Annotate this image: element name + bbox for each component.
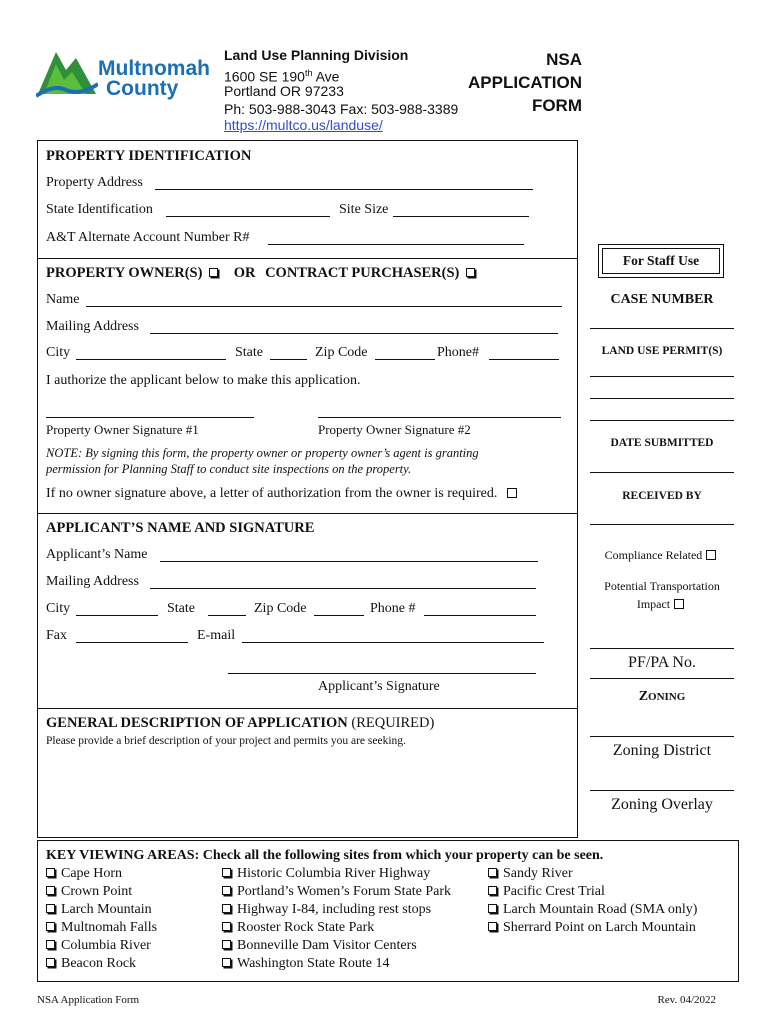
owner-heading-purchaser: CONTRACT PURCHASER(S) — [265, 265, 460, 281]
applicant-name-field[interactable] — [160, 561, 538, 562]
property-address-field[interactable] — [155, 189, 533, 190]
pfpa-field[interactable] — [590, 648, 734, 649]
applicant-zip-field[interactable] — [314, 615, 364, 616]
kva-label: Sandy River — [503, 866, 573, 881]
owner-signature-2-field[interactable] — [318, 417, 561, 418]
land-use-permit-label: LAND USE PERMIT(S) — [601, 345, 723, 357]
divider-owner-applicant — [37, 513, 578, 514]
owner-name-label: Name — [46, 292, 80, 307]
logo-text-county: County — [106, 77, 179, 100]
no-signature-label: If no owner signature above, a letter of authorization from the owner is required. — [46, 486, 498, 501]
kva-item-larch-mountain[interactable] — [46, 902, 152, 918]
compliance-checkbox[interactable] — [706, 550, 716, 560]
kva-checkbox[interactable] — [488, 886, 497, 895]
owner-heading-owner: PROPERTY OWNER(S) — [46, 265, 203, 281]
kva-item-bonneville-dam[interactable] — [222, 938, 417, 954]
owner-signature-2-label: Property Owner Signature #2 — [318, 422, 471, 437]
purchaser-checkbox[interactable] — [466, 268, 475, 277]
kva-label: Pacific Crest Trial — [503, 884, 605, 899]
applicant-fax-field[interactable] — [76, 642, 188, 643]
owner-name-field[interactable] — [86, 306, 562, 307]
applicant-email-label: E-mail — [197, 628, 236, 643]
kva-item-sandy-river[interactable] — [488, 866, 573, 882]
owner-heading-or: OR — [233, 265, 256, 281]
land-use-permit-field-2[interactable] — [590, 398, 734, 399]
owner-city-field[interactable] — [76, 359, 226, 360]
transportation-checkbox[interactable] — [674, 599, 684, 609]
kva-checkbox[interactable] — [222, 904, 231, 913]
form-title-application: APPLICATION — [468, 73, 582, 92]
owner-note-line2: permission for Planning Staff to conduct site inspections on the property. — [46, 462, 412, 476]
kva-item-crown-point[interactable] — [46, 884, 132, 900]
staff-use-title: For Staff Use — [622, 253, 700, 268]
received-by-label: RECEIVED BY — [622, 490, 702, 502]
kva-label: Historic Columbia River Highway — [237, 866, 431, 881]
kva-item-rooster-rock[interactable] — [222, 920, 374, 936]
zoning-label-rest: ONING — [648, 691, 686, 703]
logo-text-multnomah: Multnomah — [98, 57, 210, 80]
authorization-letter-checkbox[interactable] — [507, 488, 517, 498]
kva-checkbox[interactable] — [46, 904, 55, 913]
office-address-line2: Portland OR 97233 — [224, 83, 344, 99]
state-id-field[interactable] — [166, 216, 330, 217]
applicant-email-field[interactable] — [242, 642, 544, 643]
kva-label: Sherrard Point on Larch Mountain — [503, 920, 696, 935]
kva-label: Multnomah Falls — [61, 920, 158, 935]
description-required: (REQUIRED) — [351, 715, 435, 731]
kva-checkbox[interactable] — [222, 940, 231, 949]
transportation-label-1: Potential Transportation — [604, 579, 720, 593]
form-title-nsa: NSA — [546, 50, 582, 69]
kva-label: Cape Horn — [61, 866, 123, 881]
applicant-fax-label: Fax — [46, 628, 67, 643]
address-ave: Ave — [312, 68, 340, 85]
kva-item-womens-forum[interactable] — [222, 884, 451, 900]
kva-checkbox[interactable] — [46, 940, 55, 949]
owner-note-line1: NOTE: By signing this form, the property owner or property owner’s agent is granting — [46, 446, 479, 460]
kva-label: Washington State Route 14 — [237, 956, 390, 971]
applicant-state-label: State — [167, 601, 195, 616]
owner-checkbox[interactable] — [209, 268, 218, 277]
site-size-field[interactable] — [393, 216, 529, 217]
footer-revision: Rev. 04/2022 — [657, 994, 716, 1006]
kva-checkbox[interactable] — [488, 922, 497, 931]
mountain-logo-icon — [36, 46, 98, 98]
owner-phone-label: Phone# — [437, 345, 479, 360]
zoning-divider — [590, 678, 734, 679]
site-size-label: Site Size — [339, 202, 389, 217]
owner-mailing-field[interactable] — [150, 333, 558, 334]
applicant-mailing-label: Mailing Address — [46, 574, 139, 589]
description-hint: Please provide a brief description of your project and permits you are seeking. — [46, 735, 406, 747]
kva-label: Crown Point — [61, 884, 133, 899]
account-number-label: A&T Alternate Account Number R# — [46, 230, 250, 245]
pfpa-label: PF/PA No. — [628, 654, 696, 671]
applicant-signature-field[interactable] — [228, 673, 536, 674]
applicant-city-field[interactable] — [76, 615, 158, 616]
applicant-mailing-field[interactable] — [150, 588, 536, 589]
office-address-line1 — [224, 65, 339, 85]
applicant-name-label: Applicant’s Name — [46, 547, 148, 562]
date-submitted-field[interactable] — [590, 472, 734, 473]
applicant-phone-field[interactable] — [424, 615, 536, 616]
description-heading — [46, 715, 434, 731]
address-street: 1600 SE 190 — [224, 68, 305, 85]
owner-signature-1-label: Property Owner Signature #1 — [46, 422, 199, 437]
divider-property-owner — [37, 258, 578, 259]
kva-label: Portland’s Women’s Forum State Park — [237, 884, 452, 899]
kva-checkbox[interactable] — [222, 958, 231, 967]
kva-item-multnomah-falls[interactable] — [46, 920, 157, 936]
owner-state-field[interactable] — [270, 359, 307, 360]
property-address-label: Property Address — [46, 175, 143, 190]
applicant-phone-label: Phone # — [370, 601, 416, 616]
division-name: Land Use Planning Division — [224, 47, 409, 63]
kva-checkbox[interactable] — [488, 868, 497, 877]
county-logo — [36, 44, 218, 104]
no-signature-text — [46, 486, 520, 502]
zoning-district-label: Zoning District — [612, 742, 712, 759]
date-submitted-label: DATE SUBMITTED — [610, 437, 714, 449]
form-title-form: FORM — [531, 96, 582, 115]
owner-state-label: State — [235, 345, 263, 360]
zoning-label — [590, 687, 734, 705]
landuse-link[interactable]: https://multco.us/landuse/ — [224, 117, 383, 133]
kva-checkbox[interactable] — [46, 886, 55, 895]
zoning-overlay-label: Zoning Overlay — [611, 796, 713, 813]
kva-item-historic-highway[interactable] — [222, 866, 430, 882]
kva-item-cape-horn[interactable] — [46, 866, 122, 882]
kva-item-larch-mountain-road[interactable] — [488, 902, 697, 918]
kva-label: Beacon Rock — [61, 956, 137, 971]
owner-heading — [46, 265, 481, 281]
kva-label: Columbia River — [61, 938, 151, 953]
description-heading-text: GENERAL DESCRIPTION OF APPLICATION — [46, 715, 348, 731]
kva-label: Bonneville Dam Visitor Centers — [237, 938, 417, 953]
authorize-text: I authorize the applicant below to make this application. — [46, 373, 361, 388]
kva-item-pacific-crest[interactable] — [488, 884, 605, 900]
office-phone-fax: Ph: 503-988-3043 Fax: 503-988-3389 — [224, 101, 459, 117]
transportation-label-2: Impact — [636, 597, 671, 611]
kva-checkbox[interactable] — [222, 868, 231, 877]
applicant-state-field[interactable] — [208, 615, 246, 616]
zoning-label-initial: Z — [638, 689, 649, 704]
state-id-label: State Identification — [46, 202, 153, 217]
applicant-heading: APPLICANT’S NAME AND SIGNATURE — [46, 520, 315, 536]
footer-form-name: NSA Application Form — [37, 994, 140, 1006]
owner-zip-label: Zip Code — [315, 345, 368, 360]
divider-applicant-description — [37, 708, 578, 709]
description-textarea[interactable] — [46, 750, 570, 830]
transportation-impact — [590, 597, 734, 612]
case-number-label: CASE NUMBER — [610, 292, 714, 307]
address-suffix: th — [304, 68, 313, 78]
owner-phone-field[interactable] — [489, 359, 559, 360]
compliance-label: Compliance Related — [604, 548, 703, 562]
kva-label: Larch Mountain Road (SMA only) — [503, 902, 698, 917]
received-by-field[interactable] — [590, 524, 734, 525]
kva-item-sherrard-point[interactable] — [488, 920, 696, 936]
kva-checkbox[interactable] — [222, 886, 231, 895]
zoning-district-field[interactable] — [590, 736, 734, 737]
property-heading: PROPERTY IDENTIFICATION — [46, 148, 252, 164]
applicant-zip-label: Zip Code — [254, 601, 307, 616]
owner-city-label: City — [46, 345, 71, 360]
kva-item-columbia-river[interactable] — [46, 938, 151, 954]
applicant-signature-label: Applicant’s Signature — [318, 679, 440, 694]
kva-checkbox[interactable] — [46, 868, 55, 877]
land-use-permit-field-3[interactable] — [590, 420, 734, 421]
owner-zip-field[interactable] — [375, 359, 435, 360]
owner-mailing-label: Mailing Address — [46, 319, 139, 334]
kva-checkbox[interactable] — [222, 922, 231, 931]
kva-item-highway-i84[interactable] — [222, 902, 431, 918]
kva-label: Larch Mountain — [61, 902, 152, 917]
case-number-field[interactable] — [590, 328, 734, 329]
kva-label: Highway I-84, including rest stops — [237, 902, 432, 917]
kva-checkbox[interactable] — [46, 922, 55, 931]
kva-checkbox[interactable] — [488, 904, 497, 913]
kva-item-beacon-rock[interactable] — [46, 956, 136, 972]
applicant-city-label: City — [46, 601, 71, 616]
owner-signature-1-field[interactable] — [46, 417, 254, 418]
kva-checkbox[interactable] — [46, 958, 55, 967]
zoning-overlay-field[interactable] — [590, 790, 734, 791]
kva-item-wa-route-14[interactable] — [222, 956, 389, 972]
account-number-field[interactable] — [268, 244, 524, 245]
kva-label: Rooster Rock State Park — [237, 920, 375, 935]
kva-heading: KEY VIEWING AREAS: Check all the following sites from which your property can be seen. — [46, 848, 604, 863]
land-use-permit-field-1[interactable] — [590, 376, 734, 377]
compliance-related — [590, 548, 734, 563]
